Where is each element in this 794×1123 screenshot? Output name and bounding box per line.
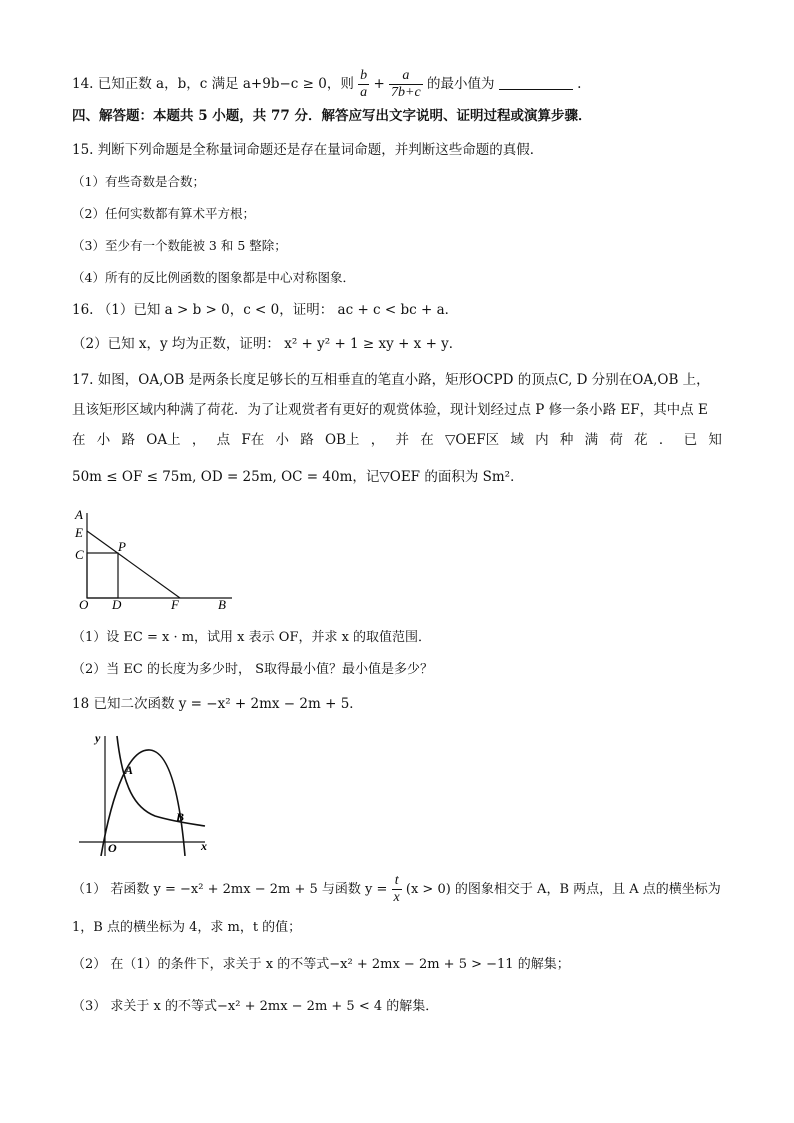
q17-line3-token: 满 xyxy=(584,432,599,448)
q17-line3-token: 小 xyxy=(96,432,111,448)
q18-sub1-text-b: (x > 0) 的图象相交于 A，B 两点，且 A 点的横坐标为 xyxy=(405,882,721,897)
q18-sub1-fraction: $\frac{t}{x}$ xyxy=(393,873,400,905)
q18-stem: 18 已知二次函数 y = −x² + 2mx − 2m + 5． xyxy=(72,696,363,712)
q17-sub-2: （2）当 EC 的长度为多少时， S取得最小值？最小值是多少？ xyxy=(72,662,434,677)
q17-line3-token: ， xyxy=(191,432,206,448)
q14-fraction-1: $\frac{b}{a}$ xyxy=(360,68,368,100)
label-a: A xyxy=(75,507,83,522)
q17-line3-token: 已 xyxy=(683,432,698,448)
label-e: E xyxy=(75,525,83,540)
q14-end: . xyxy=(577,76,582,92)
q18-figure xyxy=(75,728,215,858)
label-c: C xyxy=(75,547,84,562)
q17-line3-token: ， xyxy=(370,432,385,448)
q14-text: 14. 已知正数 a，b，c 满足 a+9b−c ≥ 0，则 xyxy=(72,76,354,92)
q14-plus: + xyxy=(373,76,385,92)
label-p: P xyxy=(118,539,126,554)
q17-line3-token: OB上 xyxy=(324,432,360,448)
label-y: y xyxy=(95,731,101,745)
label-x: x xyxy=(201,839,207,853)
q17-line3-token: 路 xyxy=(121,432,135,448)
label-d: D xyxy=(112,597,122,612)
q14-line xyxy=(72,64,581,104)
q14-tail: 的最小值为 xyxy=(427,76,495,92)
q15-item-1: （1）有些奇数是合数； xyxy=(72,174,205,189)
q17-line-2: 且该矩形区域内种满了荷花．为了让观赏者有更好的观赏体验，现计划经过点 P 修一条小路 EF，其中点 E xyxy=(72,402,708,418)
section-heading: 四、解答题：本题共 5 小题，共 77 分．解答应写出文字说明、证明过程或演算步骤． xyxy=(72,108,592,124)
q15-stem: 15. 判断下列命题是全称量词命题还是存在量词命题，并判断这些命题的真假． xyxy=(72,142,544,158)
hyperbola-curve xyxy=(117,736,205,826)
label-a: A xyxy=(125,763,134,777)
q14-answer-blank xyxy=(499,75,573,90)
q15-item-3: （3）至少有一个数能被 3 和 5 整除； xyxy=(72,238,287,253)
q17-line-1: 17. 如图，OA,OB 是两条长度足够长的互相垂直的笔直小路，矩形OCPD 的顶点C, D 分别在OA,OB 上， xyxy=(72,372,710,388)
q18-sub-1-line-1 xyxy=(72,870,721,910)
q16-part2: （2）已知 x，y 均为正数，证明： x² + y² + 1 ≥ xy + x + y． xyxy=(72,336,463,352)
q18-sub-3: （3） 求关于 x 的不等式−x² + 2mx − 2m + 5 < 4 的解集． xyxy=(72,999,439,1014)
q17-line3-token: 路 xyxy=(300,432,314,448)
q17-line-3 xyxy=(72,430,722,450)
segment-ef xyxy=(87,531,180,598)
q17-figure xyxy=(70,505,240,615)
q17-line3-token: OA上 xyxy=(146,432,181,448)
q15-item-2: （2）任何实数都有算术平方根； xyxy=(72,206,255,221)
q17-line3-token: 花 xyxy=(634,432,648,448)
q15-item-4: （4）所有的反比例函数的图象都是中心对称图象． xyxy=(72,270,355,285)
q16-part1: 16. （1）已知 a > b > 0，c < 0，证明： ac + c < bc + a． xyxy=(72,302,459,318)
q17-line3-token: 荷 xyxy=(609,432,623,448)
q18-sub-1-line-2: 1，B 点的横坐标为 4，求 m，t 的值； xyxy=(72,920,302,935)
label-f: F xyxy=(171,597,179,612)
label-o: O xyxy=(79,597,89,612)
q17-line3-token: 在 xyxy=(420,432,434,448)
q17-line3-token: 种 xyxy=(559,432,574,448)
q17-line3-token: 内 xyxy=(535,432,549,448)
q17-line3-token: 知 xyxy=(708,432,722,448)
label-o: O xyxy=(108,841,117,855)
q17-line3-token: ▽OEF区 xyxy=(444,432,500,448)
q17-line3-token: 点 xyxy=(216,432,231,448)
q14-fraction-2: $\frac{a}{7b+c}$ xyxy=(391,68,421,100)
q17-sub-1: （1）设 EC = x · m，试用 x 表示 OF，并求 x 的取值范围． xyxy=(72,630,432,645)
rectangle-ocpd xyxy=(87,553,118,598)
label-b: B xyxy=(176,810,185,824)
q18-sub-2: （2） 在（1）的条件下，求关于 x 的不等式−x² + 2mx − 2m + 5 > −11 的解集； xyxy=(72,957,570,972)
q17-line3-token: 小 xyxy=(275,432,289,448)
q17-line-4: 50m ≤ OF ≤ 75m, OD = 25m, OC = 40m，记▽OEF 的面积为 Sm²． xyxy=(72,469,524,485)
q18-sub1-text-a: （1） 若函数 y = −x² + 2mx − 2m + 5 与函数 y = xyxy=(72,882,388,897)
q17-line3-token: 在 xyxy=(72,432,86,448)
q17-line3-token: 并 xyxy=(395,432,409,448)
q17-line3-token: 域 xyxy=(510,432,524,448)
q17-line3-token: ． xyxy=(658,432,673,448)
q17-line3-token: F在 xyxy=(241,432,265,448)
label-b: B xyxy=(218,597,226,612)
